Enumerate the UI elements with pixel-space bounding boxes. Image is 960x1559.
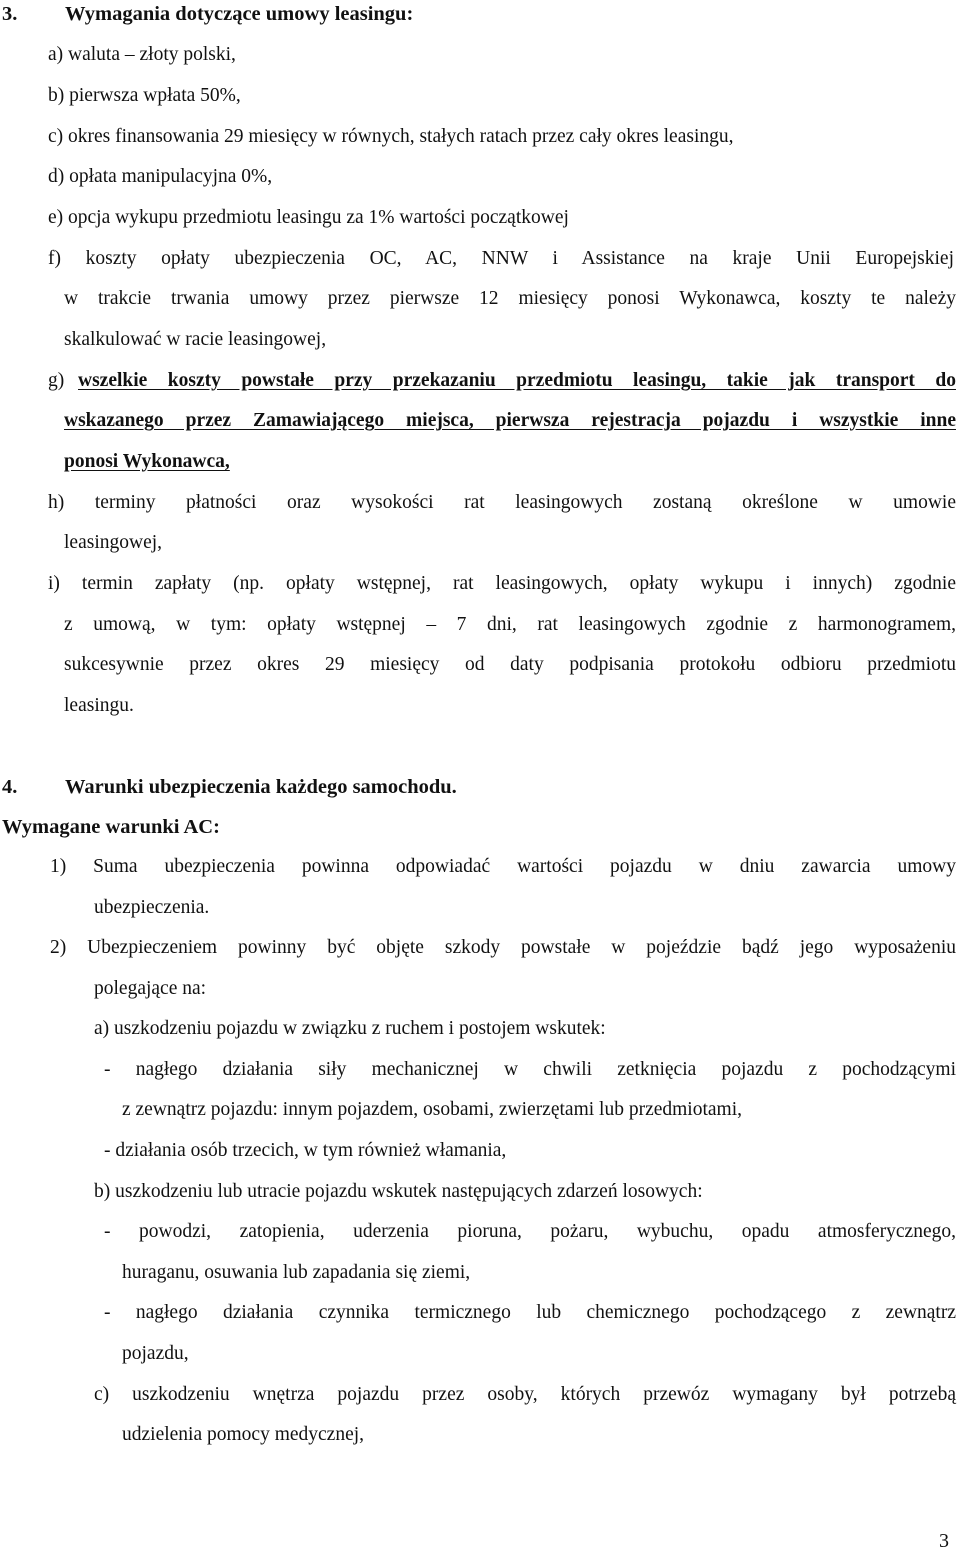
section-3-title: Wymagania dotyczące umowy leasingu: bbox=[65, 3, 414, 25]
list-item-g-label: g) bbox=[48, 370, 65, 391]
sub-item-a-dash-1-line-2: z zewnątrz pojazdu: innym pojazdem, osobami, zwierzętami lub przedmiotami, bbox=[122, 1099, 742, 1120]
sub-item-b-dash-2-line-1: - nagłego działania czynnika termicznego lub chemicznego pochodzącego z zewnątrz bbox=[104, 1302, 956, 1323]
list-item-g-line-2: wskazanego przez Zamawiającego miejsca, pierwsza rejestracja pojazdu i wszystkie inne bbox=[64, 410, 956, 431]
list-item-i-line-1: i) termin zapłaty (np. opłaty wstępnej, rat leasingowych, opłaty wykupu i innych) zgodnie bbox=[48, 573, 956, 594]
section-4-subheading: Wymagane warunki AC: bbox=[2, 816, 220, 838]
section-4-number: 4. bbox=[2, 776, 18, 798]
list-item-g-line-1: wszelkie koszty powstałe przy przekazaniu przedmiotu leasingu, takie jak transport do bbox=[78, 370, 956, 391]
list-item-e: e) opcja wykupu przedmiotu leasingu za 1% wartości początkowej bbox=[48, 207, 569, 228]
section-3-number: 3. bbox=[2, 3, 18, 25]
sub-item-b-dash-2-line-2: pojazdu, bbox=[122, 1343, 189, 1364]
sub-item-b-dash-1-line-1: - powodzi, zatopienia, uderzenia pioruna, pożaru, wybuchu, opadu atmosferycznego, bbox=[104, 1221, 956, 1242]
list-item-h-line-2: leasingowej, bbox=[64, 532, 163, 553]
sub-item-b: b) uszkodzeniu lub utracie pojazdu wskutek następujących zdarzeń losowych: bbox=[94, 1181, 703, 1202]
list-item-f-line-3: skalkulować w racie leasingowej, bbox=[64, 329, 327, 350]
sub-item-c-line-2: udzielenia pomocy medycznej, bbox=[122, 1424, 365, 1445]
sub-item-c-line-1: c) uszkodzeniu wnętrza pojazdu przez osoby, których przewóz wymagany był potrzebą bbox=[94, 1384, 956, 1405]
page-number: 3 bbox=[939, 1530, 949, 1552]
list-item-i-line-4: leasingu. bbox=[64, 695, 134, 716]
list-item-b: b) pierwsza wpłata 50%, bbox=[48, 85, 241, 106]
numbered-item-2-line-2: polegające na: bbox=[94, 978, 207, 999]
list-item-d: d) opłata manipulacyjna 0%, bbox=[48, 166, 273, 187]
numbered-item-2-line-1: 2) Ubezpieczeniem powinny być objęte szkody powstałe w pojeździe bądź jego wyposażeniu bbox=[50, 937, 956, 958]
sub-item-a: a) uszkodzeniu pojazdu w związku z ruchem i postojem wskutek: bbox=[94, 1018, 606, 1039]
list-item-i-line-2: z umową, w tym: opłaty wstępnej – 7 dni, rat leasingowych zgodnie z harmonogramem, bbox=[64, 614, 956, 635]
sub-item-b-dash-1-line-2: huraganu, osuwania lub zapadania się ziemi, bbox=[122, 1262, 471, 1283]
list-item-c: c) okres finansowania 29 miesięcy w równych, stałych ratach przez cały okres leasingu, bbox=[48, 126, 734, 147]
numbered-item-1-line-1: 1) Suma ubezpieczenia powinna odpowiadać wartości pojazdu w dniu zawarcia umowy bbox=[50, 856, 956, 877]
numbered-item-1-line-2: ubezpieczenia. bbox=[94, 897, 210, 918]
sub-item-a-dash-2: - działania osób trzecich, w tym również włamania, bbox=[104, 1140, 507, 1161]
list-item-f-line-2: w trakcie trwania umowy przez pierwsze 12 miesięcy ponosi Wykonawca, koszty te należy bbox=[64, 288, 956, 309]
list-item-g-line-3: ponosi Wykonawca, bbox=[64, 451, 230, 472]
list-item-a: a) waluta – złoty polski, bbox=[48, 44, 236, 65]
section-4-title: Warunki ubezpieczenia każdego samochodu. bbox=[65, 776, 457, 798]
list-item-i-line-3: sukcesywnie przez okres 29 miesięcy od daty podpisania protokołu odbioru przedmiotu bbox=[64, 654, 956, 675]
list-item-h-line-1: h) terminy płatności oraz wysokości rat leasingowych zostaną określone w umowie bbox=[48, 492, 956, 513]
sub-item-a-dash-1-line-1: - nagłego działania siły mechanicznej w chwili zetknięcia pojazdu z pochodzącymi bbox=[104, 1059, 956, 1080]
list-item-f-line-1: f) koszty opłaty ubezpieczenia OC, AC, NNW i Assistance na kraje Unii Europejskiej bbox=[48, 248, 954, 269]
